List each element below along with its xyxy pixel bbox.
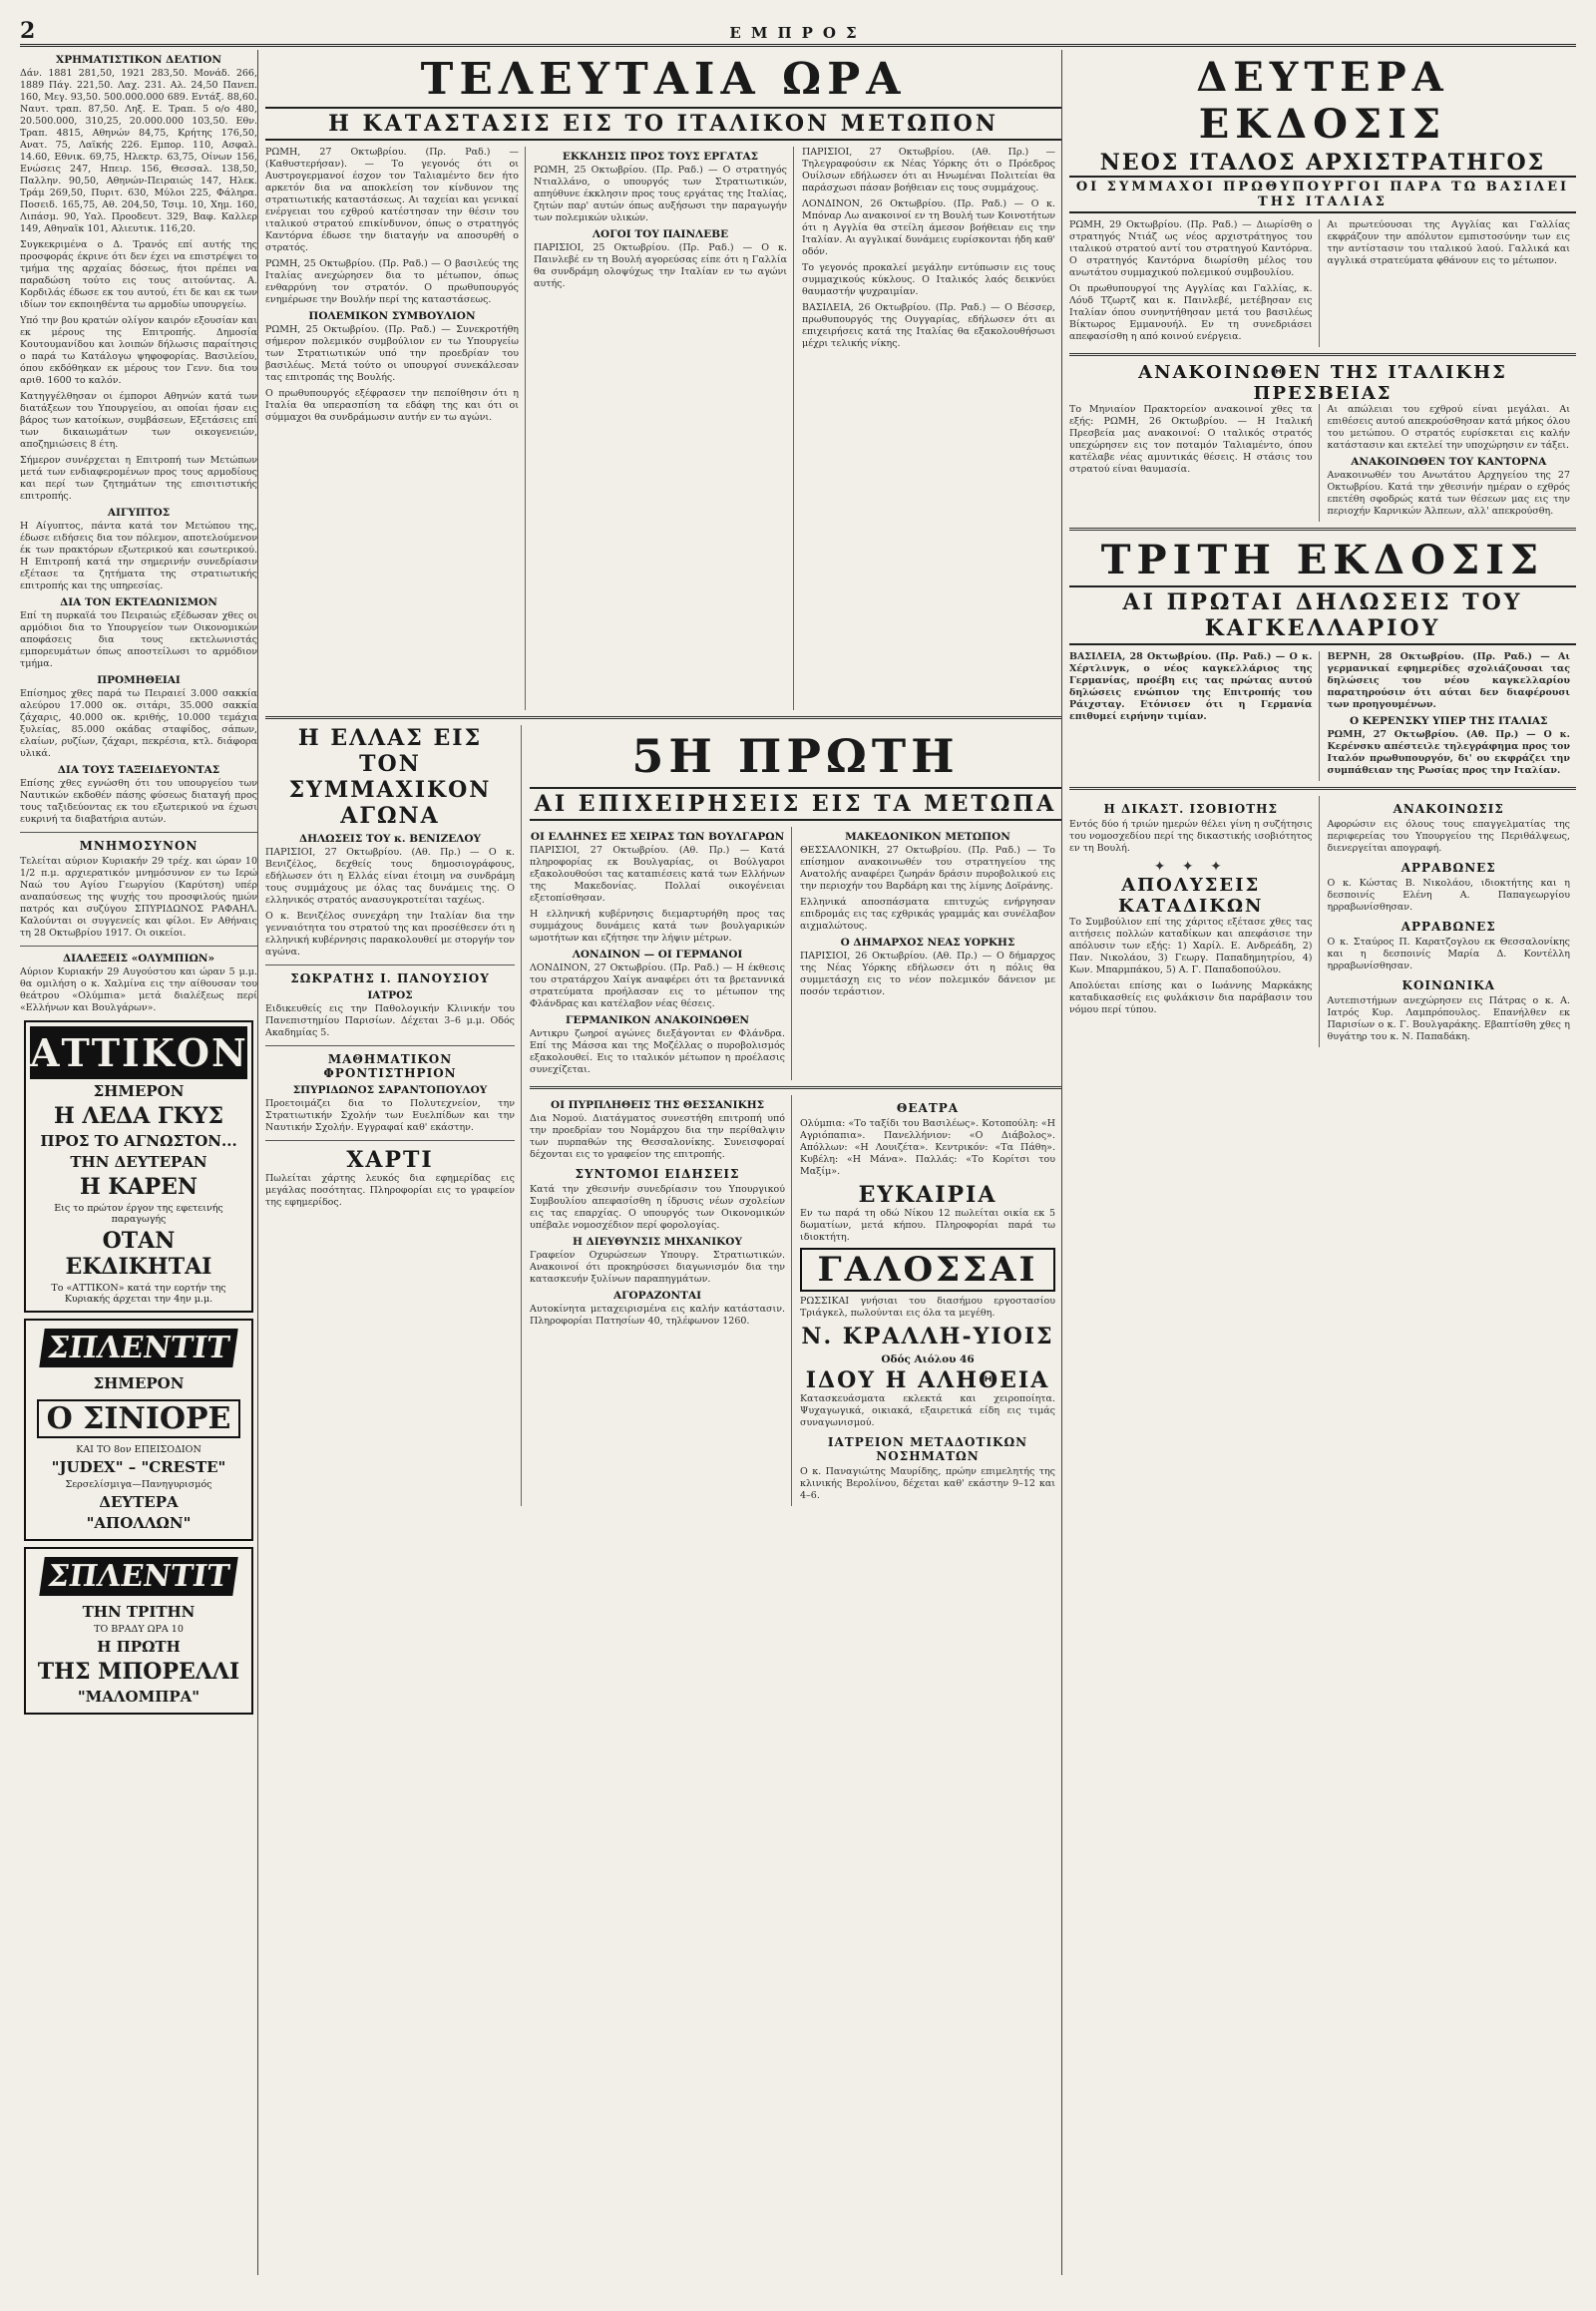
news-column <box>1069 651 1320 781</box>
tutor-subheading: ΣΠΥΡΙΔΩΝΟΣ ΣΑΡΑΝΤΟΠΟΥΛΟΥ <box>292 1084 488 1096</box>
top-news-columns <box>265 147 1061 710</box>
article-text: ΠΑΡΙΣΙΟΙ, 27 Οκτωβρίου. (Αθ. Πρ.) — Κατά πληροφορίας εκ Βουλγαρίας, οι Βούλγαροι εξακολουθούσι τας καταπιέσεις κατά των Ελλήνων της Μακεδονίας. Πολλαί οικογένειαι εξετοπίσθησαν. <box>530 845 785 904</box>
divider <box>1069 353 1576 356</box>
second-edition-sub2: ΟΙ ΣΥΜΜΑΧΟΙ ΠΡΩΘΥΠΟΥΡΓΟΙ ΠΑΡΑ ΤΩ ΒΑΣΙΛΕΙ ΤΗΣ ΙΤΑΛΙΑΣ <box>1069 176 1576 213</box>
second-edition-columns <box>1069 219 1576 347</box>
newyork-heading: Ο ΔΗΜΑΡΧΟΣ ΝΕΑΣ ΥΟΡΚΗΣ <box>840 937 1015 949</box>
ad-desc: Εις το πρώτον έργον της εφετεινής παραγωγής <box>54 1203 223 1225</box>
macedonian-heading: ΜΑΚΕΔΟΝΙΚΟΝ ΜΕΤΩΠΟΝ <box>845 831 1010 843</box>
ad-company: ΤΗΣ ΜΠΟΡΕΛΛΙ <box>37 1659 240 1685</box>
memorial-heading: ΜΝΗΜΟΣΥΝΟΝ <box>79 839 199 853</box>
embassy-heading: ΑΝΑΚΟΙΝΩΘΕΝ ΤΗΣ ΙΤΑΛΙΚΗΣ ΠΡΕΣΒΕΙΑΣ <box>1138 362 1507 404</box>
mechanics-heading: Η ΔΙΕΥΘΥΝΣΙΣ ΜΗΧΑΝΙΚΟΥ <box>573 1236 742 1248</box>
fronts-subheading: ΑΙ ΕΠΙΧΕΙΡΗΣΕΙΣ ΕΙΣ ΤΑ ΜΕΤΩΠΑ <box>530 787 1061 821</box>
front-subbanner: Η ΚΑΤΑΣΤΑΣΙΣ ΕΙΣ ΤΟ ΙΤΑΛΙΚΟΝ ΜΕΤΩΠΟΝ <box>265 107 1061 141</box>
egypt-heading: ΑΙΓΥΠΤΟΣ <box>107 507 171 519</box>
ad-film: Η ΛΕΔΑ ΓΚΥΣ <box>53 1103 224 1129</box>
ad-play: "ΜΑΛΟΜΠΡΑ" <box>77 1688 200 1706</box>
article-text: Αφορώσιν εις όλους τους επαγγελματίας της περιφερείας του Υπουργείου της Περιθάλψεως, διενεργείται απογραφή. <box>1327 819 1570 854</box>
fronts-big-heading: 5Η ΠΡΩΤΗ <box>631 729 960 783</box>
news-column <box>1328 651 1577 781</box>
ad-after: ΔΕΥΤΕΡΑ <box>99 1493 179 1511</box>
article-text: ΛΟΝΔΙΝΟΝ, 27 Οκτωβρίου. (Πρ. Ραδ.) — Η έκθεσις του στρατάρχου Χαίγκ αναφέρει ότι τα βρεταννικά στρατεύματα προήλασαν εις το μέτωπον της Φλάνδρας και κατέλαβον νέας θέσεις. <box>530 963 785 1009</box>
supply-heading: ΠΡΟΜΗΘΕΙΑΙ <box>97 674 181 686</box>
article-text: ΠΑΡΙΣΙΟΙ, 26 Οκτωβρίου. (Αθ. Πρ.) — Ο δήμαρχος της Νέας Υόρκης εδήλωσεν ότι η πόλις θα συμμετάσχη εις το νέον πολεμικόν δάνειον με ποσόν τεράστιον. <box>800 951 1055 997</box>
eukairia-text: Εν τω παρά τη οδώ Νίκου 12 πωλείται οικία εκ 5 δωματίων, μετά κήπου. Πληροφορίαι παρά τω ιδιοκτήτη. <box>800 1208 1055 1243</box>
article-text: Αι πρωτεύουσαι της Αγγλίας και Γαλλίας εκφράζουν την απόλυτον εμπιστοσύνην των εις την αντίστασιν του ιταλικού λαού. Γαλλικά και αγγλικά στρατεύματα φθάνουν εις το μέτωπον. <box>1327 219 1570 266</box>
article-text: Οι πρωθυπουργοί της Αγγλίας και Γαλλίας, κ. Λόυδ Τζωρτζ και κ. Παινλεβέ, μετέβησαν εις Ιταλίαν όπου συνηντήθησαν μετά του βασιλέως Βίκτωρος Εμμανουήλ. Εν τη συνεδριάσει απεφασίσθη η από κοινού ενέργεια. <box>1069 283 1313 342</box>
fire-text: Δια Νομού. Διατάγματος συνεστήθη επιτροπή υπό την προεδρίαν του Νομάρχου δια την περίθαλψιν των πυρπαθών της Θεσσαλονίκης. Συνεισφοραί δέχονται εις το γραφείον της επιτροπής. <box>530 1113 785 1160</box>
article-text: Η ελληνική κυβέρνησις διεμαρτυρήθη προς τας συμμάχους δυνάμεις κατά των βουλγαρικών ωμοτήτων και εζήτησε την λήψιν μέτρων. <box>530 909 785 944</box>
news-column <box>1069 404 1320 522</box>
travel-heading: ΔΙΑ ΤΟΥΣ ΤΑΞΕΙΔΕΥΟΝΤΑΣ <box>57 764 220 776</box>
tutor-heading: ΜΑΘΗΜΑΤΙΚΟΝ ΦΡΟΝΤΙΣΤΗΡΙΟΝ <box>323 1052 457 1080</box>
sale-heading: ΑΓΟΡΑΖΟΝΤΑΙ <box>612 1290 702 1302</box>
article-text: Ανακοινωθέν του Ανωτάτου Αρχηγείου της 27 Οκτωβρίου. Κατά την χθεσινήν ημέραν ο εχθρός επετέθη σφοδρώς κατά των θέσεων μας εις την περιοχήν Καρνικών Άλπεων, αλλ' απεκρούσθη. <box>1327 470 1570 517</box>
tutor-text: Προετοιμάζει δια το Πολυτεχνείον, την Στρατιωτικήν Σχολήν των Ευελπίδων και την Ναυτικήν Σχολήν. Εγγραφαί καθ' εκάστην. <box>265 1098 515 1133</box>
article-text: Αι απώλειαι του εχθρού είναι μεγάλαι. Αι επιθέσεις αυτού απεκρούσθησαν κατά μήκος όλου του μετώπου. Ο στρατός ευρίσκεται εις καλήν κατάστασιν και εκτελεί την υποχώρησιν εν τάξει. <box>1327 404 1570 451</box>
social-heading: ΚΟΙΝΩΝΙΚΑ <box>1401 978 1495 992</box>
ad-when: ΣΗΜΕΡΟΝ <box>93 1374 185 1392</box>
article-text: ΡΩΜΗ, 29 Οκτωβρίου. (Πρ. Ραδ.) — Διωρίσθη ο στρατηγός Ντιάζ ως νέος αρχιστράτηγος του ιταλικού στρατού αντί του στρατηγού Καντόρνα. Ο στρατηγός Καντόρνα διωρίσθη μέλος του ανωτάτου συμμαχικού πολεμικού συμβουλίου. <box>1069 219 1313 278</box>
ad-film3: "ΑΠΟΛΛΩΝ" <box>86 1514 192 1532</box>
olympia-text: Αύριον Κυριακήν 29 Αυγούστου και ώραν 5 μ.μ. θα ομιλήση ο κ. Χαλμίνα εις την αίθουσαν του θεάτρου «Ολύμπια» μετά διαλέξεως περί «Ελλήνων και Βουλγάρων». <box>20 966 257 1013</box>
divider <box>20 832 257 833</box>
divider <box>265 1045 515 1046</box>
article-text: ΡΩΜΗ, 27 Οκτωβρίου. (Αθ. Πρ.) — Ο κ. Κερένσκυ απέστειλε τηλεγράφημα προς τον Ιταλόν πρωθυπουργόν, δι' ου εκφράζει την συμπάθειαν της Ρωσίας προς την Ιταλίαν. <box>1327 729 1570 776</box>
article-text: ΒΑΣΙΛΕΙΑ, 28 Οκτωβρίου. (Πρ. Ραδ.) — Ο κ. Χέρτλινγκ, ο νέος καγκελλάριος της Γερμανίας, προέβη εις τας πρώτας αυτού δηλώσεις ενώπιον της Επιτροπής του Ράιχσταγ. Ετόνισεν ότι η Γερμανία επιθυμεί ειρήνην τιμίαν. <box>1069 651 1313 722</box>
article-text: ΠΑΡΙΣΙΟΙ, 27 Οκτωβρίου. (Αθ. Πρ.) — Τηλεγραφούσιν εκ Νέας Υόρκης ότι ο Πρόεδρος Ουίλσων εδήλωσεν ότι αι Ηνωμέναι Πολιτείαι θα παράσχωσι πάσαν βοήθειαν εις τους συμμάχους. <box>802 147 1055 193</box>
ad-when: ΣΗΜΕΡΟΝ <box>93 1082 185 1100</box>
article-text: ΡΩΜΗ, 25 Οκτωβρίου. (Πρ. Ραδ.) — Ο στρατηγός Ντιαλλάνο, ο υπουργός των Στρατιωτικών, απηύθυνε έκκλησιν προς τους εργάτας της Ιταλίας, ζητών παρ' αυτών όπως αυξήσωσι την παραγωγήν των πολεμικών υλικών. <box>534 165 787 223</box>
kerensky-heading: Ο ΚΕΡΕΝΣΚΥ ΥΠΕΡ ΤΗΣ ΙΤΑΛΙΑΣ <box>1350 715 1548 727</box>
article-text: Το Μηνιαίον Πρακτορείον ανακοινοί χθες τα εξής: ΡΩΜΗ, 26 Οκτωβρίου. — Η Ιταλική Πρεσβεία μας ανακοινοί: Ο ιταλικός στρατός υπεχώρησεν εις τον ποταμόν Ταλιαμέντο, όπου κατέλαβε νέας αμυντικάς θέσεις. Η στάσις του στρατού είναι θαυμασία. <box>1069 404 1313 475</box>
news-column <box>530 1095 792 1506</box>
ad-name: ΣΠΛΕΝΤΙΤ <box>39 1557 237 1596</box>
splendid-ad-2 <box>24 1547 253 1715</box>
article-text: Ελληνικά αποσπάσματα επιτυχώς ενήργησαν επιδρομάς εις τας εχθρικάς γραμμάς και συνέλαβον αιχμαλώτους. <box>800 897 1055 932</box>
last-hour-banner: ΤΕΛΕΥΤΑΙΑ ΩΡΑ <box>420 54 907 105</box>
truth-text: Κατασκευάσματα εκλεκτά και χειροποίητα. Ψυχαγωγικά, οικιακά, εξαιρετικά είδη εις τιμάς συναγωνισμού. <box>800 1393 1055 1428</box>
galossai-heading: ΓΑΛΟΣΣΑΙ <box>800 1248 1055 1292</box>
article-text: Συγκεκριμένα ο Δ. Τρανός επί αυτής της προσφοράς έκρινε ότι δεν έχει να επιστρέψει το τμήμα της αρχαίας δόσεως, ήτοι πρέπει να παραδώση τούτο εις τους αιτούντας. Α. Κορδιλάς έδωσε εκ του αυτού, έτι δε και εκ των ιδίων τον εκποιηθέντα τω αρμοδίω υπουργείω. <box>20 239 257 310</box>
second-edition-banner: ΔΕΥΤΕΡΑ ΕΚΔΟΣΙΣ <box>1196 54 1449 148</box>
engagement-heading: ΑΡΡΑΒΩΝΕΣ <box>1400 861 1496 875</box>
masthead <box>20 18 1576 47</box>
ad-film2: "JUDEX" – "CRESTE" <box>51 1458 226 1476</box>
allied-heading: Η ΕΛΛΑΣ ΕΙΣ ΤΟΝ ΣΥΜΜΑΧΙΚΟΝ ΑΓΩΝΑ <box>288 725 492 829</box>
article-text: ΛΟΝΔΙΝΟΝ, 26 Οκτωβρίου. (Πρ. Ραδ.) — Ο κ. Μπόναρ Λω ανακοινοί εν τη Βουλή των Κοινοτήτων ότι η Αγγλία θα στείλη άμεσον βοήθειαν εις την Ιταλίαν. Αι αγγλικαί δυνάμεις ευρίσκονται ήδη καθ' οδόν. <box>802 198 1055 257</box>
kralli-heading: Ν. ΚΡΑΛΛΗ-ΥΙΟΙΣ <box>801 1324 1054 1349</box>
article-text: ΡΩΜΗ, 25 Οκτωβρίου. (Πρ. Ραδ.) — Ο βασιλεύς της Ιταλίας ανεχώρησεν δια το μέτωπον, όπως ενθαρρύνη τον στρατόν. Ο πρωθυπουργός ενημέρωσε την Βουλήν περί της καταστάσεως. <box>265 258 519 305</box>
article-text: Ο πρωθυπουργός εξέφρασεν την πεποίθησιν ότι η Ιταλία θα υπερασπίση τα εδάφη της και ότι οι σύμμαχοι θα συνδράμωσιν αυτήν εν τω αγώνι. <box>265 388 519 423</box>
allied-subheading: ΔΗΛΩΣΕΙΣ ΤΟΥ κ. ΒΕΝΙΖΕΛΟΥ <box>298 833 482 845</box>
ad-desc: Σερσελίσμιγα—Πανηγυρισμός <box>65 1479 212 1490</box>
ad-note: Το «ΑΤΤΙΚΟΝ» κατά την εορτήν της Κυριακής άρχεται την 4ην μ.μ. <box>51 1283 226 1305</box>
ad-film: Ο ΣΙΝΙΟΡΕ <box>37 1399 241 1438</box>
galossai-text: ΡΩΣΣΙΚΑΙ γνήσιαι του διασήμου εργοστασίου Τριάγκελ, πωλούνται εις όλα τα μεγέθη. <box>800 1296 1055 1319</box>
clinic-heading: ΙΑΤΡΕΙΟΝ ΜΕΤΑΔΟΤΙΚΩΝ ΝΟΣΗΜΑΤΩΝ <box>827 1435 1028 1463</box>
article-text: ΠΑΡΙΣΙΟΙ, 25 Οκτωβρίου. (Πρ. Ραδ.) — Ο κ. Παινλεβέ εν τη Βουλή αγορεύσας είπε ότι η Γαλλία θα συνδράμη ολοψύχως την Ιταλίαν εν τω αγώνι αυτής. <box>534 242 787 289</box>
article-text: Αυτεπιστήμων ανεχώρησεν εις Πάτρας ο κ. Α. Ιατρός Κυρ. Λαμπρόπουλος. Επανήλθεν εκ Παρισίων ο κ. Γ. Βουλγαράκης. Εβαπτίσθη χθες η θυγάτηρ του κ. Ν. Παπαδάκη. <box>1327 995 1570 1042</box>
doctor-text: Ειδικευθείς εις την Παθολογικήν Κλινικήν του Πανεπιστημίου Παρισίων. Δέχεται 3–6 μ.μ. Οδός Ακαδημίας 5. <box>265 1003 515 1038</box>
fronts-inner-columns <box>530 827 1061 1080</box>
german-heading: ΓΕΡΜΑΝΙΚΟΝ ΑΝΑΚΟΙΝΩΘΕΝ <box>566 1014 749 1026</box>
notices-heading: ΑΝΑΚΟΙΝΩΣΙΣ <box>1393 802 1504 816</box>
divider <box>265 1140 515 1141</box>
second-edition-sub: ΝΕΟΣ ΙΤΑΛΟΣ ΑΡΧΙΣΤΡΑΤΗΓΟΣ <box>1099 150 1546 176</box>
release-heading: ΑΠΟΛΥΣΕΙΣ ΚΑΤΑΔΙΚΩΝ <box>1118 875 1264 917</box>
news-column <box>265 147 526 710</box>
ad-time: ΤΟ ΒΡΑΔΥ ΩΡΑ 10 <box>94 1624 184 1635</box>
news-column <box>1328 219 1577 347</box>
lower-inner-columns <box>530 1095 1061 1506</box>
article-text: Υπό την βου κρατών ολίγον καιρόν εξουσίαν και εκ μέρους της Επιτροπής. Δημοσία Κουτουμανίδου και λοιπών δήλωσις παραίτησις ο παρά τω Κατάλογω ψηφοφορίας. Βασιλείου, όπου εκδόθηκαν εκ μέρους τον Γενν. δια του αριθ. 1600 το καλόν. <box>20 315 257 386</box>
news-column <box>802 147 1061 710</box>
article-text: ΒΑΣΙΛΕΙΑ, 26 Οκτωβρίου. (Πρ. Ραδ.) — Ο Βέσσερ, πρωθυπουργός της Ουγγαρίας, εδήλωσεν ότι αι επιχειρήσεις κατά της Ιταλίας θα εξακολουθήσωσι μέχρι τελικής νίκης. <box>802 302 1055 349</box>
article-text: ΘΕΣΣΑΛΟΝΙΚΗ, 27 Οκτωβρίου. (Πρ. Ραδ.) — Το επίσημον ανακοινωθέν του στρατηγείου της Ανατολής αναφέρει ζωηράν δράσιν πυροβολικού εις την περιοχήν του Βαρδάρη και της λίμνης Δοϊράνης. <box>800 845 1055 892</box>
painleve-heading: ΛΟΓΟΙ ΤΟΥ ΠΑΙΝΛΕΒΕ <box>592 228 729 240</box>
egypt-text: Η Αίγυπτος, πάντα κατά τον Μετώπου της, έδωσε ειδήσεις δια τον πόλεμον, αποτελούμενον έκ των πρακτόρων εξωτερικού και εσωτερικού. Η Επιτροπή κατά την σημερινήν συνεδρίασιν εξέτασε τα ζητήματα της στρατιωτικής επιτροπής και της υπηρεσίας. <box>20 521 257 591</box>
supply-text: Επίσημος χθες παρά τω Πειραιεί 3.000 σακκία αλεύρου 17.000 οκ. σιτάρι, 35.000 σακκία ζάχαρις, 40.000 οκ. κριθής, 10.000 τεμάχια ξυλείας, 85.000 οκάδας σταφίδος, σάπων, ελαίων, ρυζίων, ζάχαρι, πεκρέσια, κτλ. διάφορα υλικά. <box>20 688 257 759</box>
middle-section <box>265 725 1061 1506</box>
travel-text: Επίσης χθες εγνώσθη ότι του υπουργείου των Ναυτικών εκδοθέν πάσης φύσεως διαταγή προς τους ταξιδεύοντας εκ του εξωτερικού να έχωσι ευκρινή τα διαβατήρια αυτών. <box>20 778 257 825</box>
news-column <box>1328 404 1577 522</box>
article-text: Κατηγγέλθησαν οι έμποροι Αθηνών κατά των διατάξεων του Υπουργείου, αι οποίαι ήσαν εις βάρος των κατοίκων, συμβάσεων, Εξετάσεις επί των δικαιωμάτων των οικογενειών, αποζημιώσεις 8 έτη. <box>20 391 257 450</box>
splendid-ad <box>24 1319 253 1541</box>
article-text: Το Συμβούλιον επί της χάριτος εξέτασε χθες τας αιτήσεις πολλών καταδίκων και απεφάσισε την απόλυσιν των εξής: 1) Χαρίλ. Ε. Ανδρεάδη, 2) Παν. Νικολάου, 3) Γεωργ. Παπαδημητρίου, 4) Κων. Μπαρμπάκου, 5) Α. Γ. Παπαδοπούλου. <box>1069 917 1313 975</box>
embassy-columns <box>1069 404 1576 522</box>
ornament: ✦ ✦ ✦ <box>1153 859 1228 875</box>
workers-heading: ΕΚΚΛΗΣΙΣ ΠΡΟΣ ΤΟΥΣ ΕΡΓΑΤΑΣ <box>562 151 759 163</box>
article-text: Εντός δύο ή τριών ημερών θέλει γίνη η συζήτησις του νομοσχεδίου περί της δικαστικής ισοβιότητος εν τη Βουλή. <box>1069 819 1313 854</box>
prosecution-text: Επί τη πυρκαϊά του Πειραιώς εξέδωσαν χθες οι αρμόδιοι δια το Υπουργείον των Οικονομικών αποφάσεις δια τους εκτελωνιστάς εμπορευμάτων όπως αποστείλωσι το αρμόδιον τμήμα. <box>20 610 257 669</box>
article-text: Ο κ. Σταύρος Π. Καρατζογλου εκ Θεσσαλονίκης και η δεσποινίς Μαρία Δ. Κοντέλλη ηρραβωνίσθησαν. <box>1327 937 1570 971</box>
columns <box>20 50 1576 2275</box>
divider <box>265 716 1061 719</box>
news-column <box>1069 219 1320 347</box>
ad-name: ΣΠΛΕΝΤΙΤ <box>39 1329 237 1367</box>
article-text: Ο κ. Βενιζέλος συνεχάρη την Ιταλίαν δια την γενναιότητα του στρατού της και προσέθεσεν ότι η ελληνική κυβέρνησις παρακολουθεί με στοργήν τον αγώνα. <box>265 911 515 958</box>
newspaper-page <box>20 18 1576 2275</box>
article-text: ΠΑΡΙΣΙΟΙ, 27 Οκτωβρίου. (Αθ. Πρ.) — Ο κ. Βενιζέλος, δεχθείς τους δημοσιογράφους, εδήλωσεν ότι η Ελλάς είναι έτοιμη να συνδράμη τους συμμάχους με όλας τας δυνάμεις της. Ο ελληνικός στρατός ανασυγκροτείται ταχέως. <box>265 847 515 906</box>
divider <box>1069 528 1576 531</box>
attikon-ad <box>24 1020 253 1313</box>
news-column <box>800 1095 1061 1506</box>
olympia-heading: ΔΙΑΛΕΞΕΙΣ «ΟΛΥΜΠΙΩΝ» <box>62 953 215 964</box>
column-center <box>265 50 1062 2275</box>
news-column <box>800 827 1061 1080</box>
sale-text: Αυτοκίνητα μεταχειρισμένα εις καλήν κατάστασιν. Πληροφορίαι Πατησίων 40, τηλέφωνον 1260. <box>530 1304 785 1327</box>
bottom-columns <box>1069 796 1576 1047</box>
ad-when: ΤΗΝ ΤΡΙΤΗΝ <box>82 1603 196 1621</box>
third-edition-banner: ΤΡΙΤΗ ΕΚΔΟΣΙΣ <box>1100 537 1545 583</box>
divider <box>20 946 257 947</box>
article-text: Απολύεται επίσης και ο Ιωάννης Μαρκάκης καταδικασθείς εις φυλάκισιν δια παράβασιν του νόμου περί τύπου. <box>1069 980 1313 1015</box>
ad-subtitle: ΠΡΟΣ ΤΟ ΑΓΝΩΣΤΟΝ... <box>40 1132 237 1150</box>
news-column <box>530 827 792 1080</box>
mechanics-text: Γραφείον Οχυρώσεων Υπουργ. Στρατιωτικών. Ανακοινοί ότι προκηρύσσει διαγωνισμόν δια την κατασκευήν ξυλίνων παραπηγμάτων. <box>530 1250 785 1285</box>
ad-next: ΤΗΝ ΔΕΥΤΕΡΑΝ <box>70 1153 207 1171</box>
market-heading: ΧΡΗΜΑΤΙΣΤΙΚΟΝ ΔΕΛΤΙΟΝ <box>56 54 221 66</box>
paper-heading: ΧΑΡΤΙ <box>346 1147 434 1173</box>
market-text: Δάν. 1881 281,50, 1921 283,50. Μονάδ. 266, 1889 Πάγ. 221,50. Λαχ. 231. Αλ. 24,50 Πανεπ. 160, Μεγ. 93,50. 500.000.000 689. Εντάξ. 88,60. Ναυτ. τραπ. 87,50. Ληξ. Ε. Τραπ. 5 ο/ο 480, 20.500.000, 310,25, 20.000.000 103,50. Εθν. Τραπ. 4815, Αθηνών 84,75, Κρήτης 176,50, Ανατ. 75, Λαϊκής 226. Εμπορ. 110, Ασφαλ. 14.60, Εθνικ. 69,75, Ηλεκτρ. 63,75, Οίνων 156, Ενώσεις 247, Ηπειρ. 156, Θεσσαλ. 138,50, Παλλην. 90,50, Αθηνών-Πειραιώς 147, Ηλεκ. Τράμ 269,50, Πυριτ. 630, Μύλοι 225, Φάληρα. Ποσειδ. 165,75, Αθ. 204,50, Τσιμ. 10, Χημ. 160, Λιπάσμ. 90, Υαλ. Προοδευτ. 329, Βαφ. Καλλερ 149, Αθηναϊκ 101, Αλιευτικ. 116,20. <box>20 68 257 234</box>
third-edition-columns <box>1069 651 1576 781</box>
kralli-subheading: Οδός Αιόλου 46 <box>881 1353 975 1365</box>
column-left <box>20 50 258 2275</box>
article-text: ΡΩΜΗ, 27 Οκτωβρίου. (Πρ. Ραδ.) — (Καθυστερήσαν). — Το γεγονός ότι οι Αυστρογερμανοί έσχον τον Ταλιαμέντο δεν ήτο αρκετόν δια να αποκλείση τον κίνδυνον της στρατιωτικής καταστάσεως. Αι ταχείαι και γενικαί ενέργειαι του εχθρού κατέστησαν την θέσιν του ιταλικού στρατού επικίνδυνον, όπως ο στρατηγός Καντόρνα έδωσε την διαταγήν να αποσυρθή ο στρατός. <box>265 147 519 253</box>
cadorna-heading: ΑΝΑΚΟΙΝΩΘΕΝ ΤΟΥ ΚΑΝΤΟΡΝΑ <box>1351 456 1547 468</box>
engagement-heading-2: ΑΡΡΑΒΩΝΕΣ <box>1400 920 1496 934</box>
allied-column <box>265 725 522 1506</box>
ad-first: Η ΠΡΩΤΗ <box>97 1638 181 1656</box>
paper-name: ΕΜΠΡΟΣ <box>729 24 867 42</box>
article-text: Το γεγονός προκαλεί μεγάλην εντύπωσιν εις τους συμμαχικούς κύκλους. Ο Ιταλικός λαός δεικνύει θαυμαστήν ψυχραιμίαν. <box>802 262 1055 297</box>
paper-text: Πωλείται χάρτης λευκός δια εφημερίδας εις μεγάλας ποσότητας. Πληροφορίαι εις το γραφείον της εφημερίδος. <box>265 1173 515 1208</box>
column-right <box>1069 50 1576 2275</box>
article-text: Αντικρυ ζωηροί αγώνες διεξάγονται εν Φλάνδρα. Επί της Μάσσα και της Μοζέλλας ο πυροβολισμός εξακολουθεί. Εις το ιταλικόν μέτωπον η προέλασις συνεχίζεται. <box>530 1028 785 1075</box>
divider <box>530 1086 1061 1089</box>
prosecution-heading: ΔΙΑ ΤΟΝ ΕΚΤΕΛΩΝΙΣΜΟΝ <box>60 596 217 608</box>
third-edition-sub: ΑΙ ΠΡΩΤΑΙ ΔΗΛΩΣΕΙΣ ΤΟΥ ΚΑΓΚΕΛΛΑΡΙΟΥ <box>1069 585 1576 645</box>
news-column <box>1328 796 1577 1047</box>
theatre-text: Ολύμπια: «Το ταξίδι του Βασιλέως». Κοτοπούλη: «Η Αγριόπαπια». Πανελλήνιον: «Ο Διάβολος». Απόλλων: «Η Λουιζέτα». Κεντρικόν: «Τα Πάθη». Κυβέλη: «Η Μάνα». Παλλάς: «Το Κορίτσι του Μαξίμ». <box>800 1118 1055 1177</box>
memorial-text: Τελείται αύριον Κυριακήν 29 τρέχ. και ώραν 10 1/2 π.μ. αρχιερατικόν μνημόσυνον εν τω Ιερώ Ναώ του Αγίου Γεωργίου (Καρύτση) υπέρ αναπαύσεως της ψυχής του προσφιλούς ημών πατρός και συζύγου ΣΠΥΡΙΔΩΝΟΣ ΡΑΦΑΗΛ. Καλούνται οι συγγενείς και φίλοι. Εν Αθήναις τη 28 Οκτωβρίου 1917. Οι οικείοι. <box>20 856 257 939</box>
news-heading: ΣΥΝΤΟΜΟΙ ΕΙΔΗΣΕΙΣ <box>575 1167 740 1181</box>
page-number: 2 <box>20 18 36 44</box>
truth-heading: ΙΔΟΥ Η ΑΛΗΘΕΙΑ <box>805 1367 1050 1393</box>
court-heading: Η ΔΙΚΑΣΤ. ΙΣΟΒΙΟΤΗΣ <box>1103 802 1278 816</box>
london-heading: ΛΟΝΔΙΝΟΝ — ΟΙ ΓΕΡΜΑΝΟΙ <box>572 949 743 961</box>
ad-episode: ΚΑΙ ΤΟ 8ον ΕΠΕΙΣΟΔΙΟΝ <box>76 1444 201 1455</box>
article-text: Σήμερον συνέρχεται η Επιτροπή των Μετώπων μετά των ενδιαφερομένων προς τους αρμοδίους και περί των ζητημάτων της επισιτιστικής επιτροπής. <box>20 455 257 502</box>
article-text: ΒΕΡΝΗ, 28 Οκτωβρίου. (Πρ. Ραδ.) — Αι γερμανικαί εφημερίδες σχολιάζουσαι τας δηλώσεις του νέου καγκελλαρίου παρατηρούσιν ότι αύται δεν διαφέρουσι των προηγουμένων. <box>1327 651 1570 710</box>
eukairia-heading: ΕΥΚΑΙΡΙΑ <box>858 1182 998 1208</box>
war-council-heading: ΠΟΛΕΜΙΚΟΝ ΣΥΜΒΟΥΛΙΟΝ <box>308 310 476 322</box>
ad-film3: ΟΤΑΝ ΕΚΔΙΚΗΤΑΙ <box>65 1228 212 1280</box>
doctor-subheading: ΙΑΤΡΟΣ <box>367 989 413 1001</box>
fire-heading: ΟΙ ΠΥΡΠΛΗΘΕΙΣ ΤΗΣ ΘΕΣΣΑΝΙΚΗΣ <box>550 1099 765 1111</box>
bulgarians-heading: ΟΙ ΕΛΛΗΝΕΣ ΕΞ ΧΕΙΡΑΣ ΤΩΝ ΒΟΥΛΓΑΡΩΝ <box>530 831 785 843</box>
clinic-text: Ο κ. Παναγιώτης Μαυρίδης, πρώην επιμελητής της κλινικής Βερολίνου, δέχεται καθ' εκάστην 9–12 και 4–6. <box>800 1466 1055 1501</box>
news-text: Κατά την χθεσινήν συνεδρίασιν του Υπουργικού Συμβουλίου απεφασίσθη η ίδρυσις νέων σχολείων εις τας επαρχίας. Ο υπουργός των Οικονομικών υπέβαλε νομοσχέδιον περί φορολογίας. <box>530 1184 785 1231</box>
news-column <box>1069 796 1320 1047</box>
fronts-column <box>530 725 1061 1506</box>
news-column <box>534 147 794 710</box>
ad-name: ΑΤΤΙΚΟΝ <box>30 1026 247 1079</box>
divider <box>265 964 515 965</box>
doctor-heading: ΣΩΚΡΑΤΗΣ Ι. ΠΑΝΟΥΣΙΟΥ <box>290 971 490 985</box>
divider <box>1069 787 1576 790</box>
article-text: ΡΩΜΗ, 25 Οκτωβρίου. (Πρ. Ραδ.) — Συνεκροτήθη σήμερον πολεμικόν συμβούλιον εν τω Υπουργείω των Στρατιωτικών υπό την προεδρίαν του βασιλέως. Μετά τούτο οι υπουργοί συνεκάλεσαν τας επιτροπάς της Βουλής. <box>265 324 519 383</box>
theatre-heading: ΘΕΑΤΡΑ <box>896 1101 960 1115</box>
ad-film2: Η ΚΑΡΕΝ <box>79 1174 199 1200</box>
article-text: Ο κ. Κώστας Β. Νικολάου, ιδιοκτήτης και η δεσποινίς Ελένη Α. Παπαγεωργίου ηρραβωνίσθησαν. <box>1327 878 1570 913</box>
